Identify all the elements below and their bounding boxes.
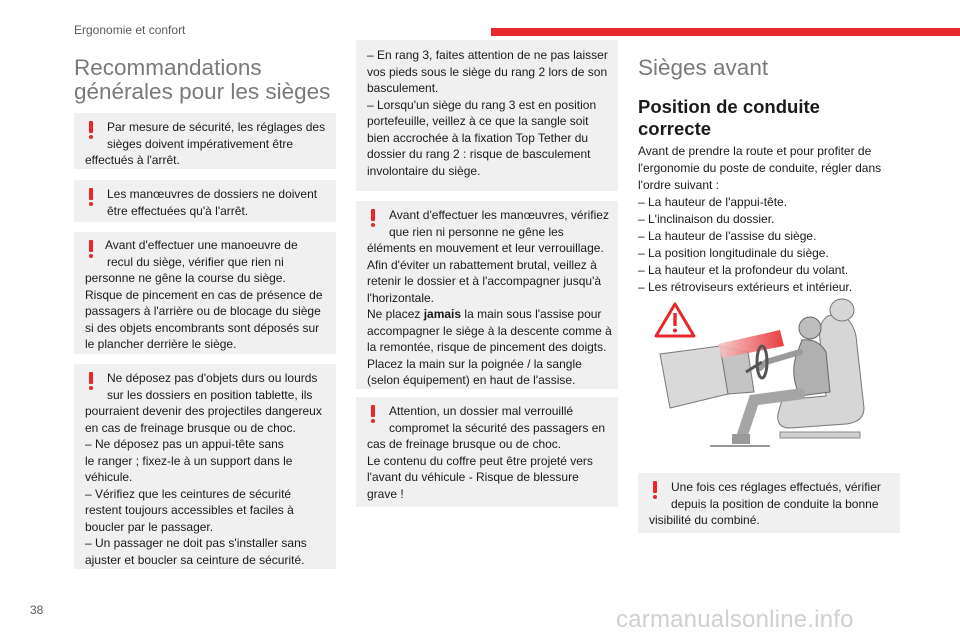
warning-text: Avant d'effectuer les manœuvres, vérifiez que rien ni personne ne gêne les éléments en mouvement et leur verrouillage. Afin d'éviter un rabattement brutal, veillez à retenir le dossier et à l'accompagner jusqu'à l'horizontale. Ne placez jamais la main sous l'assise pour accompagner le siège à la descente comme à la remontée, risque de pincement des doigts. Placez la main sur la poignée / la sangle (selon équipement) en haut de l'assise. bbox=[367, 208, 612, 387]
section-title-sieges-avant: Sièges avant bbox=[638, 55, 769, 80]
info-box-rang3 bbox=[356, 40, 618, 191]
info-text: – En rang 3, faites attention de ne pas laisser vos pieds sous le siège du rang 2 lors de son basculement. – Lorsqu'un siège du rang 3 est en position portefeuille, veillez à ce que la sangle soit bien accrochée à la fixation Top Tether du dossier du rang 2 : risque de basculement involontaire du siège. bbox=[367, 48, 608, 178]
warning-box-manoeuvres bbox=[356, 201, 618, 389]
subsection-title-position: Position de conduite correcte bbox=[638, 96, 820, 139]
page-number: 38 bbox=[30, 603, 44, 617]
warning-box-seat-adjust bbox=[74, 113, 336, 169]
warning-text: Attention, un dossier mal verrouillé compromet la sécurité des passagers en cas de freinage brusque ou de choc. Le contenu du coffre peut être projeté vers l'avant du véhicule - Risque de blessure grave ! bbox=[367, 404, 606, 501]
title-line: générales pour les sièges bbox=[74, 79, 331, 104]
warning-box-recul bbox=[74, 232, 336, 354]
warning-triangle-icon bbox=[656, 304, 694, 336]
warning-text: Une fois ces réglages effectués, vérifier depuis la position de conduite la bonne visibilité du combiné. bbox=[649, 480, 881, 527]
driver-position-illustration bbox=[650, 296, 880, 456]
warning-text: Par mesure de sécurité, les réglages des sièges doivent impérativement être effectués à l'arrêt. bbox=[85, 120, 326, 167]
warning-box-dossier bbox=[356, 397, 618, 507]
warning-text: Avant d'effectuer une manoeuvre de recul du siège, vérifier que rien ni personne ne gêne la course du siège. Risque de pincement en cas de présence de passagers à l'arrière ou de blocage du siège si des objets encombrants sont déposés sur le plancher derrière le siège. bbox=[85, 238, 323, 351]
header-accent-bar bbox=[491, 28, 960, 36]
watermark: carmanualsonline.info bbox=[616, 606, 854, 633]
warning-text: Les manœuvres de dossiers ne doivent être effectuées qu'à l'arrêt. bbox=[107, 187, 318, 218]
section-header: Ergonomie et confort bbox=[74, 23, 186, 37]
warning-text: Ne déposez pas d'objets durs ou lourds sur les dossiers en position tablette, ils pourraient devenir des projectiles dangereux en cas de freinage brusque ou de choc. – Ne déposez pas un appui-tête sans le ranger ; fixez-le à un support dans le véhicule. – Vérifiez que les ceintures de sécurité restent toujours accessibles et faciles à boucler par le passager. – Un passager ne doit pas s'installer sans ajuster et boucler sa ceinture de sécurité. bbox=[85, 371, 322, 567]
section-title-recommandations bbox=[74, 56, 344, 104]
title-line: Recommandations bbox=[74, 55, 262, 80]
warning-box-backrest bbox=[74, 180, 336, 222]
warning-box-objects bbox=[74, 364, 336, 569]
warning-box-visibilite bbox=[638, 473, 900, 533]
driving-position-instructions: Avant de prendre la route et pour profiter de l'ergonomie du poste de conduite, régler dans l'ordre suivant : – La hauteur de l'appui-tête. – L'inclinaison du dossier. – La hauteur de l'assise du siège. – La position longitudinale du siège. – La hauteur et la profondeur du volant. – Les rétroviseurs extérieurs et intérieur. bbox=[638, 144, 882, 294]
